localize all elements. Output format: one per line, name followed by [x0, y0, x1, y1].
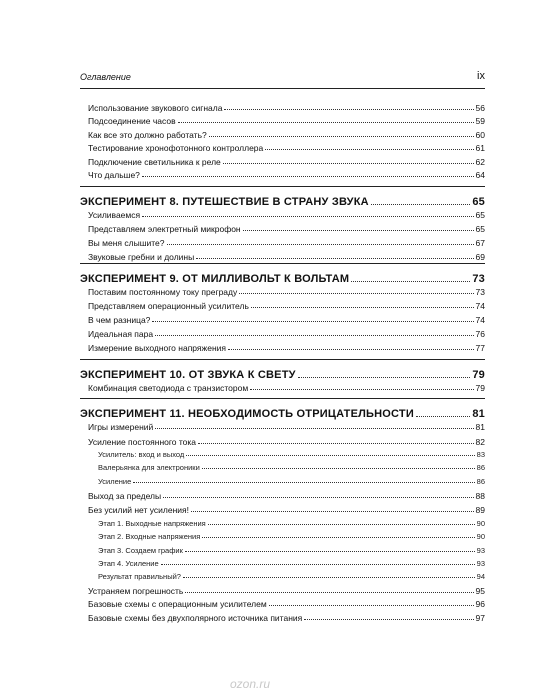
- toc-entry[interactable]: [80, 210, 485, 220]
- toc-entry-page: 62: [475, 157, 485, 167]
- toc-entry-page: 69: [475, 252, 485, 262]
- toc-entry-page: 81: [475, 422, 485, 432]
- toc-entry[interactable]: [80, 287, 485, 297]
- toc-entry-page: 81: [472, 408, 485, 420]
- toc-entry[interactable]: [80, 437, 485, 447]
- toc-entry[interactable]: [80, 599, 485, 609]
- chapter-divider: [80, 398, 485, 399]
- dot-leader: [265, 149, 473, 150]
- dot-leader: [228, 349, 474, 350]
- toc-entry-title: ЭКСПЕРИМЕНТ 8. ПУТЕШЕСТВИЕ В СТРАНУ ЗВУКА: [80, 196, 369, 208]
- toc-entry-title: Базовые схемы с операционным усилителем: [88, 599, 267, 609]
- toc-entry[interactable]: [80, 238, 485, 248]
- toc-entry-page: 90: [476, 532, 485, 541]
- dot-leader: [142, 176, 474, 177]
- toc-entry-page: 86: [476, 463, 485, 472]
- toc-entry-title: Этап 2. Входные напряжения: [98, 532, 201, 541]
- running-header-title: Оглавление: [80, 72, 131, 82]
- toc-entry-title: Устраняем погрешность: [88, 586, 184, 596]
- toc-entry-title: Измерение выходного напряжения: [88, 343, 226, 353]
- dot-leader: [152, 321, 473, 322]
- toc-entry-title: Этап 4. Усиление: [98, 559, 159, 568]
- toc-entry[interactable]: [80, 301, 485, 311]
- dot-leader: [198, 443, 474, 444]
- toc-entry-title: Усиление постоянного тока: [88, 437, 197, 447]
- dot-leader: [155, 428, 473, 429]
- dot-leader: [243, 230, 474, 231]
- toc-entry[interactable]: [80, 315, 485, 325]
- toc-entry-page: 89: [475, 505, 485, 515]
- dot-leader: [416, 416, 470, 417]
- toc-entry-title: Поставим постоянному току преграду: [88, 287, 238, 297]
- toc-entry-title: Подсоединение часов: [88, 116, 176, 126]
- dot-leader: [371, 204, 471, 205]
- toc-entry[interactable]: [80, 383, 485, 393]
- dot-leader: [185, 551, 475, 552]
- dot-leader: [251, 307, 474, 308]
- toc-entry-page: 65: [475, 210, 485, 220]
- toc-entry-title: Без усилий нет усиления!: [88, 505, 189, 515]
- toc-entry[interactable]: [80, 343, 485, 353]
- toc-entry-page: 65: [472, 196, 485, 208]
- toc-entry[interactable]: [80, 586, 485, 596]
- chapter-divider: [80, 263, 485, 264]
- toc-entry-page: 88: [475, 491, 485, 501]
- toc-entry-page: 65: [475, 224, 485, 234]
- toc-entry-page: 59: [475, 116, 485, 126]
- toc-entry-page: 93: [476, 546, 485, 555]
- toc-entry-page: 79: [472, 369, 485, 381]
- toc-entry[interactable]: [80, 170, 485, 180]
- toc-entry-title: Комбинация светодиода с транзистором: [88, 383, 249, 393]
- toc-entry[interactable]: [80, 505, 485, 515]
- toc-entry-page: 95: [475, 586, 485, 596]
- toc-entry-page: 74: [475, 301, 485, 311]
- toc-entry-title: Игры измерений: [88, 422, 154, 432]
- dot-leader: [223, 163, 474, 164]
- toc-entry[interactable]: [80, 143, 485, 153]
- toc-entry[interactable]: [80, 572, 485, 581]
- dot-leader: [298, 377, 471, 378]
- page-number: ix: [477, 70, 485, 82]
- toc-entry-title: ЭКСПЕРИМЕНТ 9. ОТ МИЛЛИВОЛЬТ К ВОЛЬТАМ: [80, 273, 350, 285]
- toc-entry[interactable]: [80, 546, 485, 555]
- dot-leader: [250, 389, 473, 390]
- dot-leader: [133, 482, 474, 483]
- toc-entry-title: Результат правильный?: [98, 572, 181, 581]
- dot-leader: [183, 577, 475, 578]
- toc-entry-page: 73: [472, 273, 485, 285]
- toc-entry-title: Как все это должно работать?: [88, 130, 207, 140]
- dot-leader: [178, 122, 474, 123]
- toc-entry-page: 67: [475, 238, 485, 248]
- toc-entry[interactable]: [80, 224, 485, 234]
- toc-chapter-entry[interactable]: [80, 273, 485, 285]
- toc-entry-title: Вы меня слышите?: [88, 238, 165, 248]
- dot-leader: [167, 244, 474, 245]
- toc-chapter-entry[interactable]: [80, 369, 485, 381]
- running-header: [80, 72, 485, 89]
- dot-leader: [142, 216, 473, 217]
- toc-entry-title: Этап 3. Создаем график: [98, 546, 183, 555]
- dot-leader: [351, 281, 470, 282]
- toc-entry-page: 73: [475, 287, 485, 297]
- dot-leader: [224, 109, 473, 110]
- toc-entry-title: ЭКСПЕРИМЕНТ 10. ОТ ЗВУКА К СВЕТУ: [80, 369, 296, 381]
- toc-entry-title: Этап 1. Выходные напряжения: [98, 519, 206, 528]
- dot-leader: [163, 497, 473, 498]
- toc-entry-page: 56: [475, 103, 485, 113]
- toc-entry-title: ЭКСПЕРИМЕНТ 11. НЕОБХОДИМОСТЬ ОТРИЦАТЕЛЬНОСТИ: [80, 408, 414, 420]
- toc-entry-page: 96: [475, 599, 485, 609]
- toc-entry-title: Усиливаемся: [88, 210, 141, 220]
- chapter-divider: [80, 359, 485, 360]
- toc-entry-title: Звуковые гребни и долины: [88, 252, 195, 262]
- toc-entry[interactable]: [80, 477, 485, 486]
- toc-entry-title: Идеальная пара: [88, 329, 154, 339]
- toc-entry[interactable]: [80, 252, 485, 262]
- toc-entry[interactable]: [80, 422, 485, 432]
- toc-entry-page: 97: [475, 613, 485, 623]
- toc-entry-title: Представляем операционный усилитель: [88, 301, 249, 311]
- toc-entry-title: Использование звукового сигнала: [88, 103, 223, 113]
- toc-entry-page: 90: [476, 519, 485, 528]
- toc-entry-title: Тестирование хронофотонного контроллера: [88, 143, 264, 153]
- toc-entry[interactable]: [80, 613, 485, 623]
- toc-entry-page: 93: [476, 559, 485, 568]
- toc-entry[interactable]: [80, 130, 485, 140]
- toc-entry-page: 82: [475, 437, 485, 447]
- dot-leader: [209, 136, 474, 137]
- dot-leader: [196, 258, 473, 259]
- toc-entry-title: Усилитель: вход и выход: [98, 450, 185, 459]
- toc-entry-title: Что дальше?: [88, 170, 140, 180]
- toc-chapter-entry[interactable]: [80, 408, 485, 420]
- toc-entry[interactable]: [80, 157, 485, 167]
- toc-entry-page: 76: [475, 329, 485, 339]
- toc-entry-page: 86: [476, 477, 485, 486]
- watermark: ozon.ru: [230, 677, 271, 691]
- toc-entry-title: Представляем электретный микрофон: [88, 224, 241, 234]
- toc-entry-title: Подключение светильника к реле: [88, 157, 221, 167]
- toc-entry[interactable]: [80, 463, 485, 472]
- toc-entry-title: Валерьянка для электроники: [98, 463, 200, 472]
- dot-leader: [161, 564, 475, 565]
- toc-entry[interactable]: [80, 450, 485, 459]
- toc-entry[interactable]: [80, 532, 485, 541]
- dot-leader: [186, 455, 474, 456]
- toc-entry-title: Базовые схемы без двухполярного источника питания: [88, 613, 303, 623]
- chapter-divider: [80, 186, 485, 187]
- toc-entry-page: 61: [475, 143, 485, 153]
- toc-entry-page: 74: [475, 315, 485, 325]
- dot-leader: [202, 468, 475, 469]
- dot-leader: [155, 335, 473, 336]
- toc-entry-page: 60: [475, 130, 485, 140]
- dot-leader: [269, 605, 474, 606]
- dot-leader: [202, 537, 474, 538]
- toc-entry[interactable]: [80, 103, 485, 113]
- dot-leader: [208, 524, 475, 525]
- toc-entry-page: 83: [476, 450, 485, 459]
- toc-entry[interactable]: [80, 116, 485, 126]
- dot-leader: [239, 293, 473, 294]
- toc-entry[interactable]: [80, 519, 485, 528]
- dot-leader: [185, 592, 473, 593]
- toc-chapter-entry[interactable]: [80, 196, 485, 208]
- toc-entry-page: 64: [475, 170, 485, 180]
- toc-entry-title: В чем разница?: [88, 315, 151, 325]
- dot-leader: [191, 511, 474, 512]
- toc-entry[interactable]: [80, 559, 485, 568]
- toc-entry[interactable]: [80, 491, 485, 501]
- toc-entry-title: Усиление: [98, 477, 132, 486]
- toc-entry-page: 77: [475, 343, 485, 353]
- toc-entry-page: 79: [475, 383, 485, 393]
- toc-entry[interactable]: [80, 329, 485, 339]
- toc-entry-page: 94: [476, 572, 485, 581]
- toc-entry-title: Выход за пределы: [88, 491, 162, 501]
- dot-leader: [304, 619, 473, 620]
